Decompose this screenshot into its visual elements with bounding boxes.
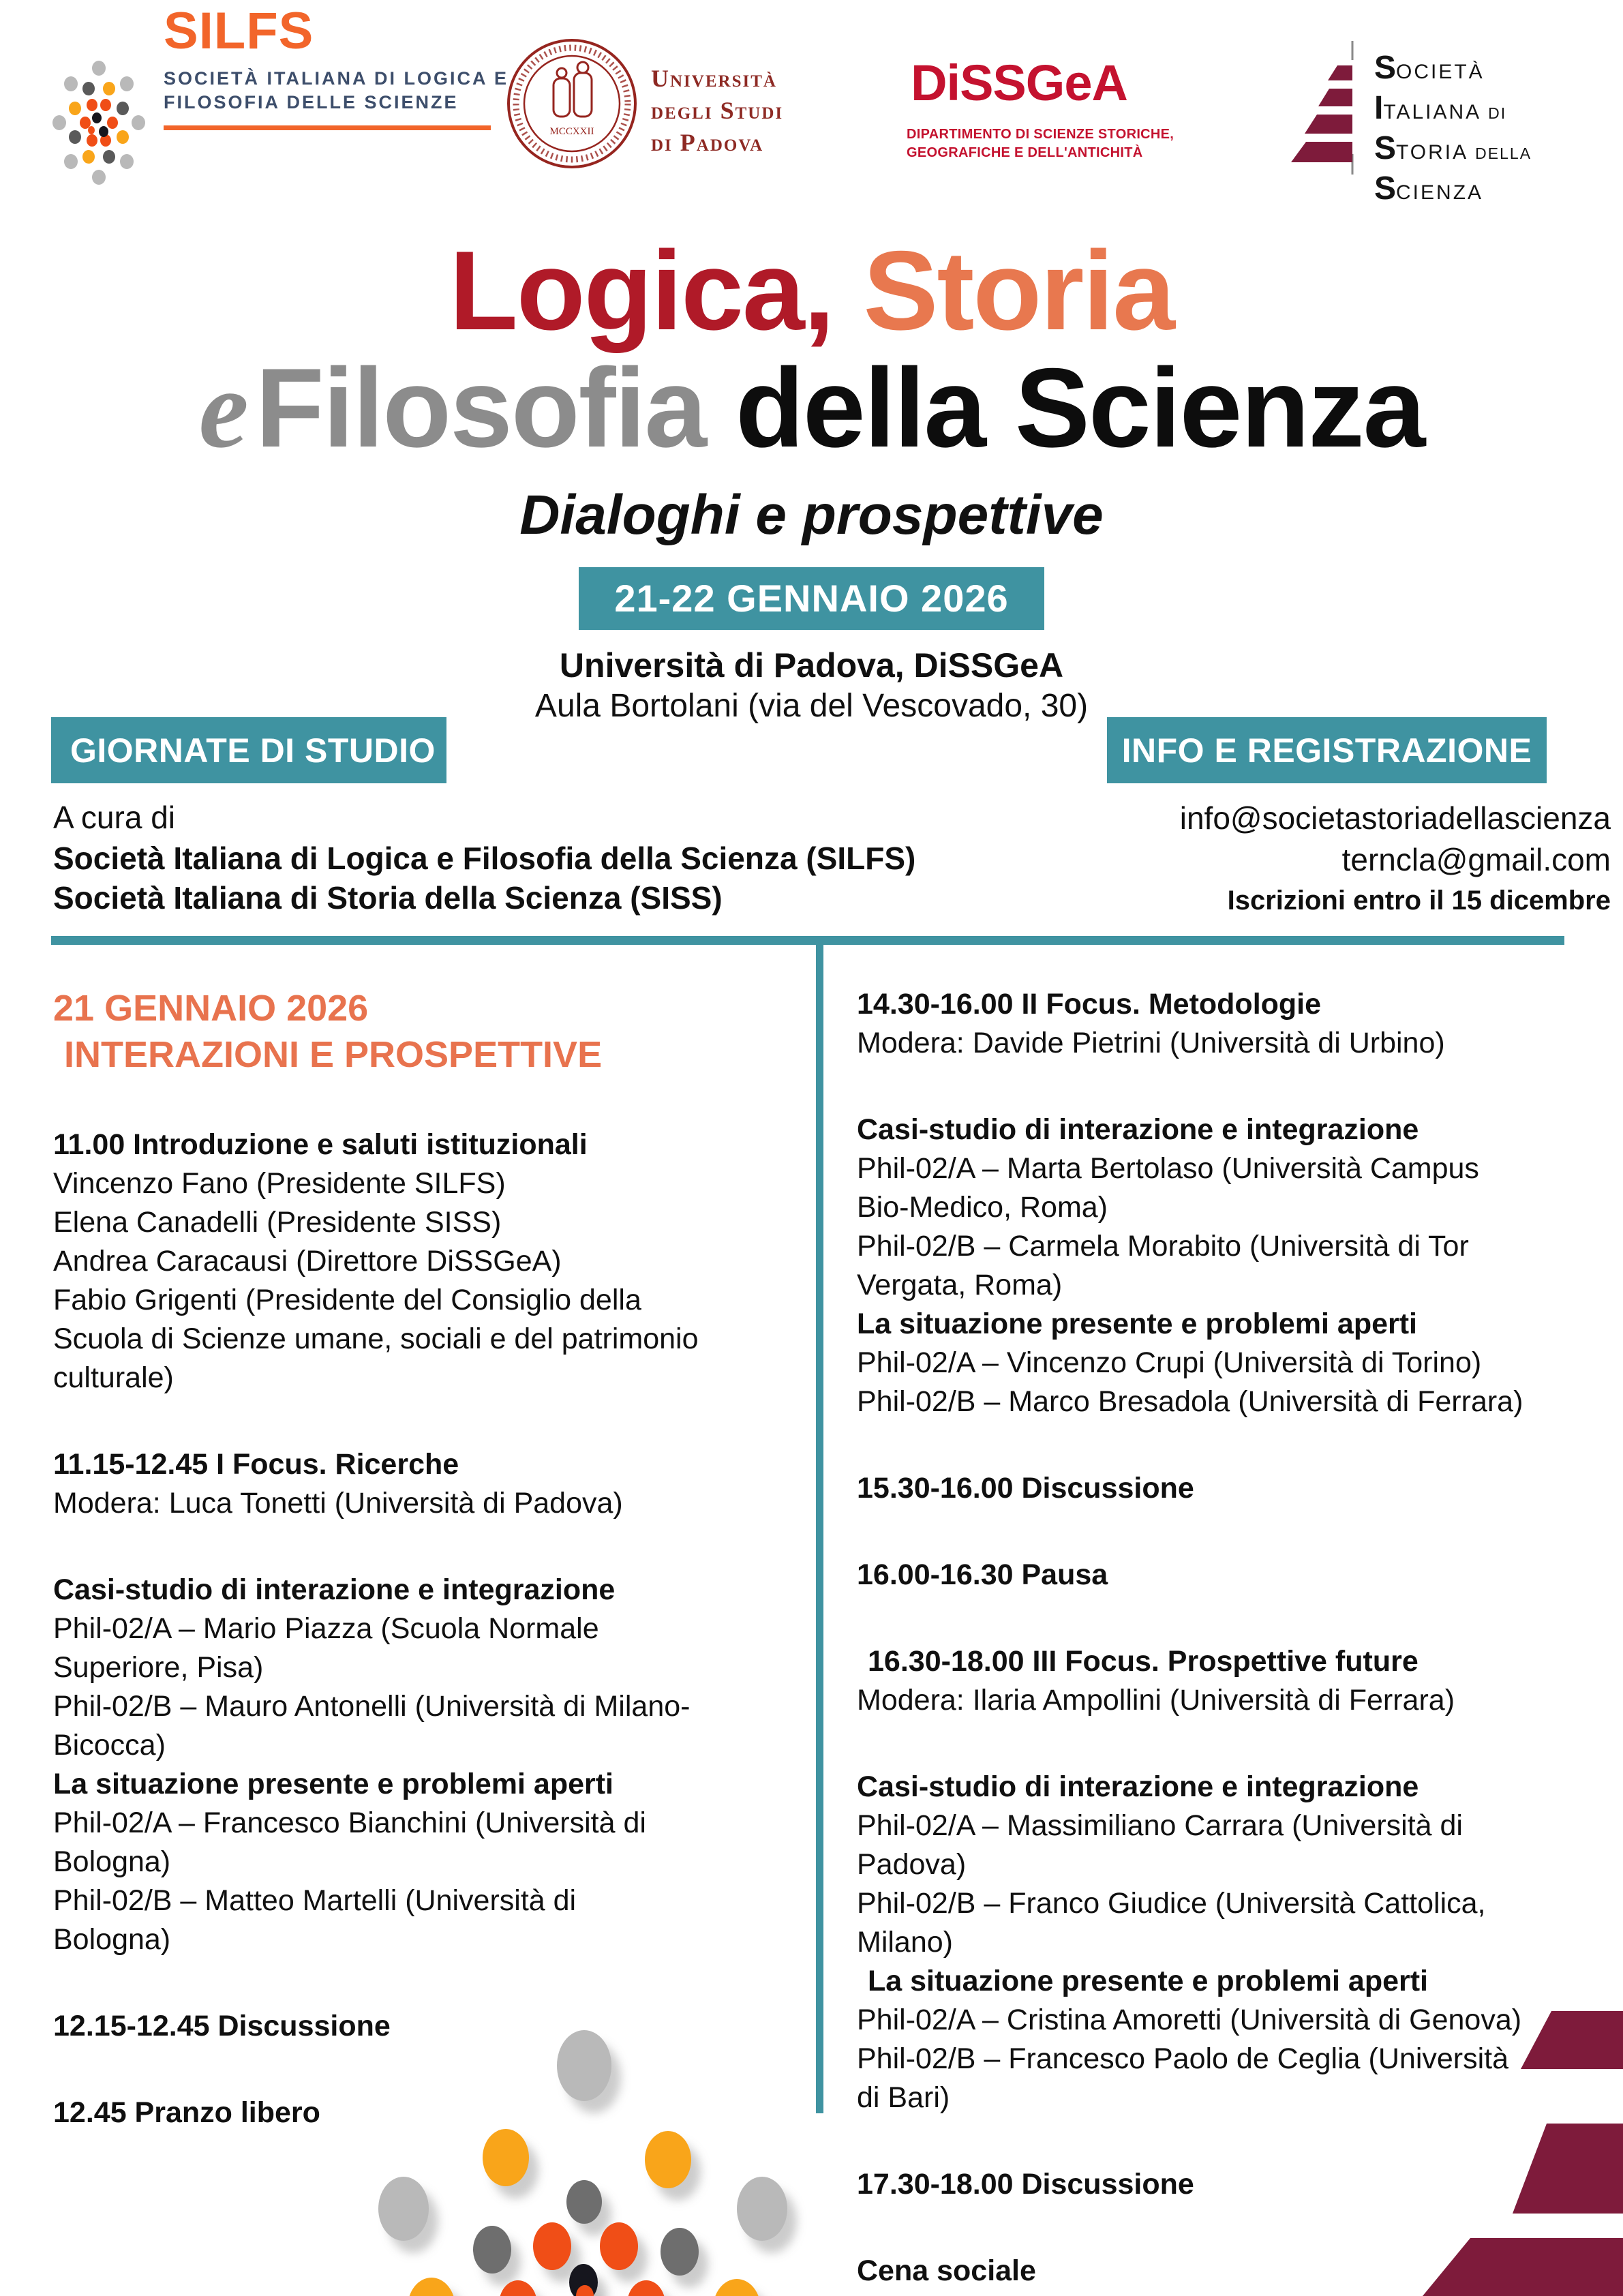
silfs-subtitle-line1: SOCIETÀ ITALIANA DI LOGICA E xyxy=(164,68,509,89)
title-word-della-scienza: della Scienza xyxy=(735,345,1425,470)
program-line: Phil-02/A – Mario Piazza (Scuola Normale xyxy=(53,1612,599,1645)
program-line: Phil-02/A – Marta Bertolaso (Università Campus xyxy=(857,1152,1479,1185)
contacts-block xyxy=(1025,798,1611,920)
horizontal-divider xyxy=(51,936,1564,945)
program-line: Phil-02/A – Massimiliano Carrara (Università di xyxy=(857,1809,1463,1842)
program-line: Bologna) xyxy=(53,1923,171,1956)
unipd-seal-year: MCCXXII xyxy=(549,126,594,137)
program-line: La situazione presente e problemi aperti xyxy=(53,1768,613,1800)
program-line: Phil-02/A – Francesco Bianchini (Università di xyxy=(53,1807,646,1839)
siss-row: SCIENZA xyxy=(1374,170,1484,207)
silfs-logo xyxy=(48,58,150,187)
program-line: Fabio Grigenti (Presidente del Consiglio della xyxy=(53,1284,641,1316)
siss-initial: S xyxy=(1374,170,1397,207)
curator-org: Società Italiana di Storia della Scienza (SISS) xyxy=(53,880,723,916)
unipd-line: Università xyxy=(651,65,777,92)
program-line: La situazione presente e problemi aperti xyxy=(868,1965,1428,1997)
program-line: 11.00 Introduzione e saluti istituzionali xyxy=(53,1128,588,1161)
contact-email-1[interactable]: info@societastoriadellascienza xyxy=(1179,800,1611,836)
column-divider xyxy=(816,945,823,2113)
curator-org: Società Italiana di Logica e Filosofia della Scienza (SILFS) xyxy=(53,841,916,876)
title-word-filosofia: Filosofia xyxy=(255,345,706,470)
date-badge: 21-22 GENNAIO 2026 xyxy=(579,567,1044,630)
program-line: Phil-02/B – Mauro Antonelli (Università di Milano- xyxy=(53,1690,691,1723)
program-line: di Bari) xyxy=(857,2081,950,2114)
silfs-underline xyxy=(164,125,491,130)
siss-initial: S xyxy=(1374,130,1397,166)
program-line: Cena sociale xyxy=(857,2254,1036,2287)
day1-header-line: 21 GENNAIO 2026 xyxy=(53,988,369,1029)
unipd-seal-icon xyxy=(506,37,639,170)
silfs-logo-text xyxy=(164,2,509,130)
program-line: Superiore, Pisa) xyxy=(53,1651,264,1684)
program-line: 17.30-18.00 Discussione xyxy=(857,2168,1194,2201)
venue-line1: Università di Padova, DiSSGeA xyxy=(559,646,1064,684)
dissgea-wordmark: DiSSGeA xyxy=(911,55,1127,111)
program-line: Elena Canadelli (Presidente SISS) xyxy=(53,1206,502,1239)
program-line: 16.00-16.30 Pausa xyxy=(857,1558,1108,1591)
info-registrazione-banner: INFO E REGISTRAZIONE xyxy=(1107,717,1547,783)
program-line: Casi-studio di interazione e integrazione xyxy=(53,1573,616,1606)
silfs-subtitle-line2: FILOSOFIA DELLE SCIENZE xyxy=(164,92,459,112)
unipd-line: degli Studi xyxy=(651,97,784,124)
program-line: Phil-02/B – Carmela Morabito (Università di Tor xyxy=(857,1230,1469,1263)
program-column-left xyxy=(53,985,800,2132)
program-line: 14.30-16.00 II Focus. Metodologie xyxy=(857,988,1322,1021)
program-line: Bicocca) xyxy=(53,1729,166,1762)
program-line: 11.15-12.45 I Focus. Ricerche xyxy=(53,1448,459,1481)
giornate-di-studio-banner: GIORNATE DI STUDIO xyxy=(51,717,446,783)
dissgea-subtitle-line2: GEOGRAFICHE E DELL'ANTICHITÀ xyxy=(907,145,1143,160)
siss-logo xyxy=(1272,41,1367,178)
program-line: Phil-02/A – Cristina Amoretti (Università di Genova) xyxy=(857,2004,1522,2036)
silfs-dots-icon xyxy=(48,58,150,187)
registration-deadline: Iscrizioni entro il 15 dicembre xyxy=(1227,886,1611,916)
day1-header xyxy=(53,985,800,1078)
program-line: Milano) xyxy=(857,1926,953,1959)
siss-initial: I xyxy=(1374,90,1384,126)
dissgea-logo xyxy=(907,55,1174,162)
title-word-storia: Storia xyxy=(863,228,1174,353)
program-line: 12.15-12.45 Discussione xyxy=(53,2010,391,2042)
program-line: 12.45 Pranzo libero xyxy=(53,2096,320,2129)
siss-logo-text xyxy=(1374,52,1532,213)
program-line: Casi-studio di interazione e integrazione xyxy=(857,1113,1419,1146)
program-line: Phil-02/A – Vincenzo Crupi (Università di Torino) xyxy=(857,1346,1482,1379)
title-block xyxy=(0,228,1623,727)
siss-corner-decoration xyxy=(1405,2001,1623,2296)
program-line: culturale) xyxy=(53,1361,174,1394)
title-word-logica: Logica, xyxy=(449,228,834,353)
siss-initial: S xyxy=(1374,50,1397,86)
program-line: Modera: Davide Pietrini (Università di Urbino) xyxy=(857,1027,1445,1059)
unipd-logo xyxy=(506,37,639,174)
program-line: Casi-studio di interazione e integrazione xyxy=(857,1770,1419,1803)
title-word-e: e xyxy=(198,346,247,471)
program-line: La situazione presente e problemi aperti xyxy=(857,1308,1417,1340)
venue-line2: Aula Bortolani (via del Vescovado, 30) xyxy=(534,688,1089,724)
program-line: Modera: Ilaria Ampollini (Università di Ferrara) xyxy=(857,1684,1455,1717)
silfs-wordmark: SILFS xyxy=(164,2,314,60)
program-line: Phil-02/B – Francesco Paolo de Ceglia (Università xyxy=(857,2042,1509,2075)
contact-email-2[interactable]: terncla@gmail.com xyxy=(1341,842,1611,877)
program-line: Phil-02/B – Franco Giudice (Università Cattolica, xyxy=(857,1887,1486,1920)
siss-pyramid-icon xyxy=(1272,41,1367,175)
siss-row: SOCIETÀ xyxy=(1374,50,1485,86)
program-line: Modera: Luca Tonetti (Università di Padova) xyxy=(53,1487,623,1520)
page-title-line2 xyxy=(0,345,1623,471)
curators-block xyxy=(53,796,915,918)
page-subtitle: Dialoghi e prospettive xyxy=(519,484,1104,546)
day1-header-line: INTERAZIONI E PROSPETTIVE xyxy=(64,1034,603,1075)
unipd-line: di Padova xyxy=(651,129,764,156)
program-line: Scuola di Scienze umane, sociali e del patrimonio xyxy=(53,1323,699,1355)
program-line: Bologna) xyxy=(53,1845,171,1878)
program-line: Padova) xyxy=(857,1848,967,1881)
page-title-line1 xyxy=(0,228,1623,353)
unipd-logo-text xyxy=(651,63,783,159)
program-line: Vincenzo Fano (Presidente SILFS) xyxy=(53,1167,506,1200)
day1-lines xyxy=(53,1126,800,2132)
program-line: Phil-02/B – Marco Bresadola (Università di Ferrara) xyxy=(857,1385,1523,1418)
program-line: Bio-Medico, Roma) xyxy=(857,1191,1108,1224)
program-line: 15.30-16.00 Discussione xyxy=(857,1472,1194,1505)
program-line: Andrea Caracausi (Direttore DiSSGeA) xyxy=(53,1245,562,1278)
siss-corner-icon xyxy=(1405,2001,1623,2296)
program-line: Phil-02/B – Matteo Martelli (Università di xyxy=(53,1884,577,1917)
siss-row: ITALIANA DI xyxy=(1374,90,1507,126)
siss-row: STORIA DELLA xyxy=(1374,130,1532,166)
curators-intro: A cura di xyxy=(53,800,175,835)
program-line: 16.30-18.00 III Focus. Prospettive future xyxy=(868,1645,1419,1678)
dissgea-subtitle-line1: DIPARTIMENTO DI SCIENZE STORICHE, xyxy=(907,127,1174,142)
program-line: Vergata, Roma) xyxy=(857,1269,1063,1301)
